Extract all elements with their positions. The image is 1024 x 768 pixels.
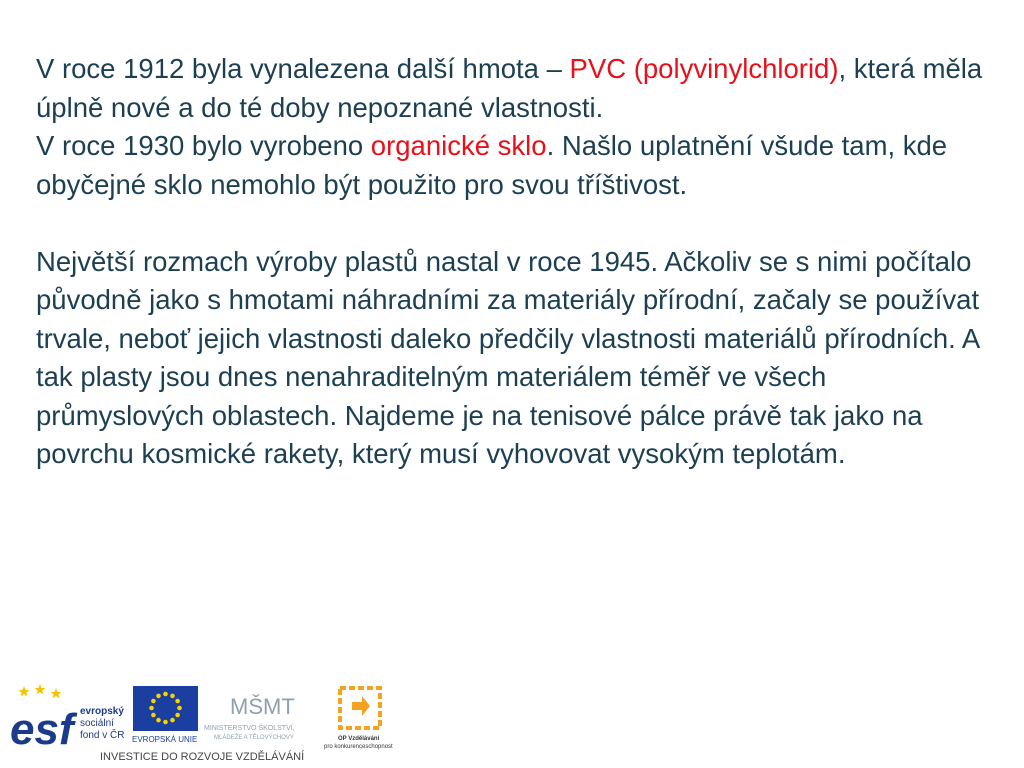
paragraph-plastics-boom: Největší rozmach výroby plastů nastal v roce 1945. Ačkoliv se s nimi počítalo původně jako s hmotami náhradními za materiály přírodní, začaly se používat trvale, neboť jejich vlastnosti daleko předčily vlastnosti materiálů přírodních. A tak plasty jsou dnes nenahraditelným materiálem téměř ve všech průmyslových oblastech. Najdeme je na tenisové pálce právě tak jako na povrchu kosmické rakety, který musí vyhovovat vysokým teplotám. bbox=[36, 245, 980, 469]
eu-label: EVROPSKÁ UNIE bbox=[132, 735, 198, 744]
highlight-organic-glass: organické sklo bbox=[370, 130, 547, 161]
paragraph-organic-glass: V roce 1930 bylo vyrobeno organické sklo. Našlo uplatnění všude tam, kde obyčejné sklo nemohlo být použito pro svou tříštivost. bbox=[36, 130, 948, 200]
msmt-logo bbox=[204, 694, 295, 741]
highlight-pvc: PVC (polyvinylchlorid) bbox=[569, 53, 839, 84]
op-line2: pro konkurenceschopnost bbox=[324, 744, 393, 750]
esf-line1: evropský bbox=[80, 706, 124, 717]
msmt-mark: MŠMT bbox=[230, 694, 295, 719]
op-logo bbox=[324, 688, 393, 750]
op-puzzle-icon bbox=[340, 688, 380, 728]
esf-logo bbox=[10, 684, 124, 754]
paragraph-spacer bbox=[36, 204, 996, 243]
paragraph-pvc: V roce 1912 byla vynalezena další hmota – PVC (polyvinylchlorid), která měla úplně nové a do té doby nepoznané vlastnosti. bbox=[36, 53, 983, 123]
footer-logos bbox=[0, 680, 420, 768]
esf-mark: esf bbox=[10, 705, 74, 754]
eu-logo bbox=[132, 686, 198, 744]
esf-line2: sociální bbox=[80, 718, 114, 729]
slide-body bbox=[36, 50, 996, 474]
esf-stars-icon bbox=[19, 684, 62, 699]
footer-tagline: INVESTICE DO ROZVOJE VZDĚLÁVÁNÍ bbox=[100, 751, 305, 763]
esf-line3: fond v ČR bbox=[80, 730, 125, 741]
msmt-line2: MLÁDEŽE A TĚLOVÝCHOVY bbox=[214, 735, 294, 741]
msmt-line1: MINISTERSTVO ŠKOLSTVÍ, bbox=[204, 725, 295, 732]
op-line1: OP Vzdělávání bbox=[338, 736, 380, 742]
